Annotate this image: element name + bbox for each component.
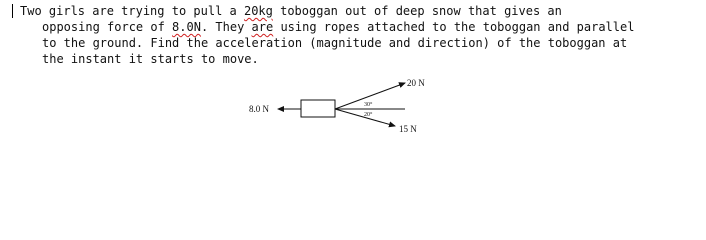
problem-line-4: the instant it starts to move. [42, 52, 259, 66]
upper-force-label: 20 N [407, 78, 425, 88]
text-cursor [12, 4, 13, 18]
upper-angle-label: 30° [364, 102, 373, 108]
problem-line-3: to the ground. Find the acceleration (magnitude and direction) of the toboggan at [42, 36, 628, 50]
line2-prefix: opposing force of [42, 20, 173, 34]
opposing-force-label: 8.0 N [249, 104, 269, 114]
line2-mid: . They [200, 20, 252, 34]
problem-line-2 [20, 19, 690, 35]
are-word: are [251, 20, 274, 34]
line2-suffix: using ropes attached to the toboggan and parallel [273, 20, 635, 34]
line1-suffix: toboggan out of deep snow that gives an [272, 4, 562, 18]
force-diagram [240, 72, 440, 138]
mass-value: 20kg [243, 4, 273, 18]
force-value: 8.0N [172, 20, 201, 34]
line1-prefix: Two girls are trying to pull a [20, 4, 244, 18]
lower-angle-label: 20° [364, 112, 373, 118]
lower-force-label: 15 N [399, 124, 417, 134]
toboggan-box [301, 100, 335, 117]
problem-text [20, 3, 690, 67]
problem-line-1 [20, 3, 690, 19]
